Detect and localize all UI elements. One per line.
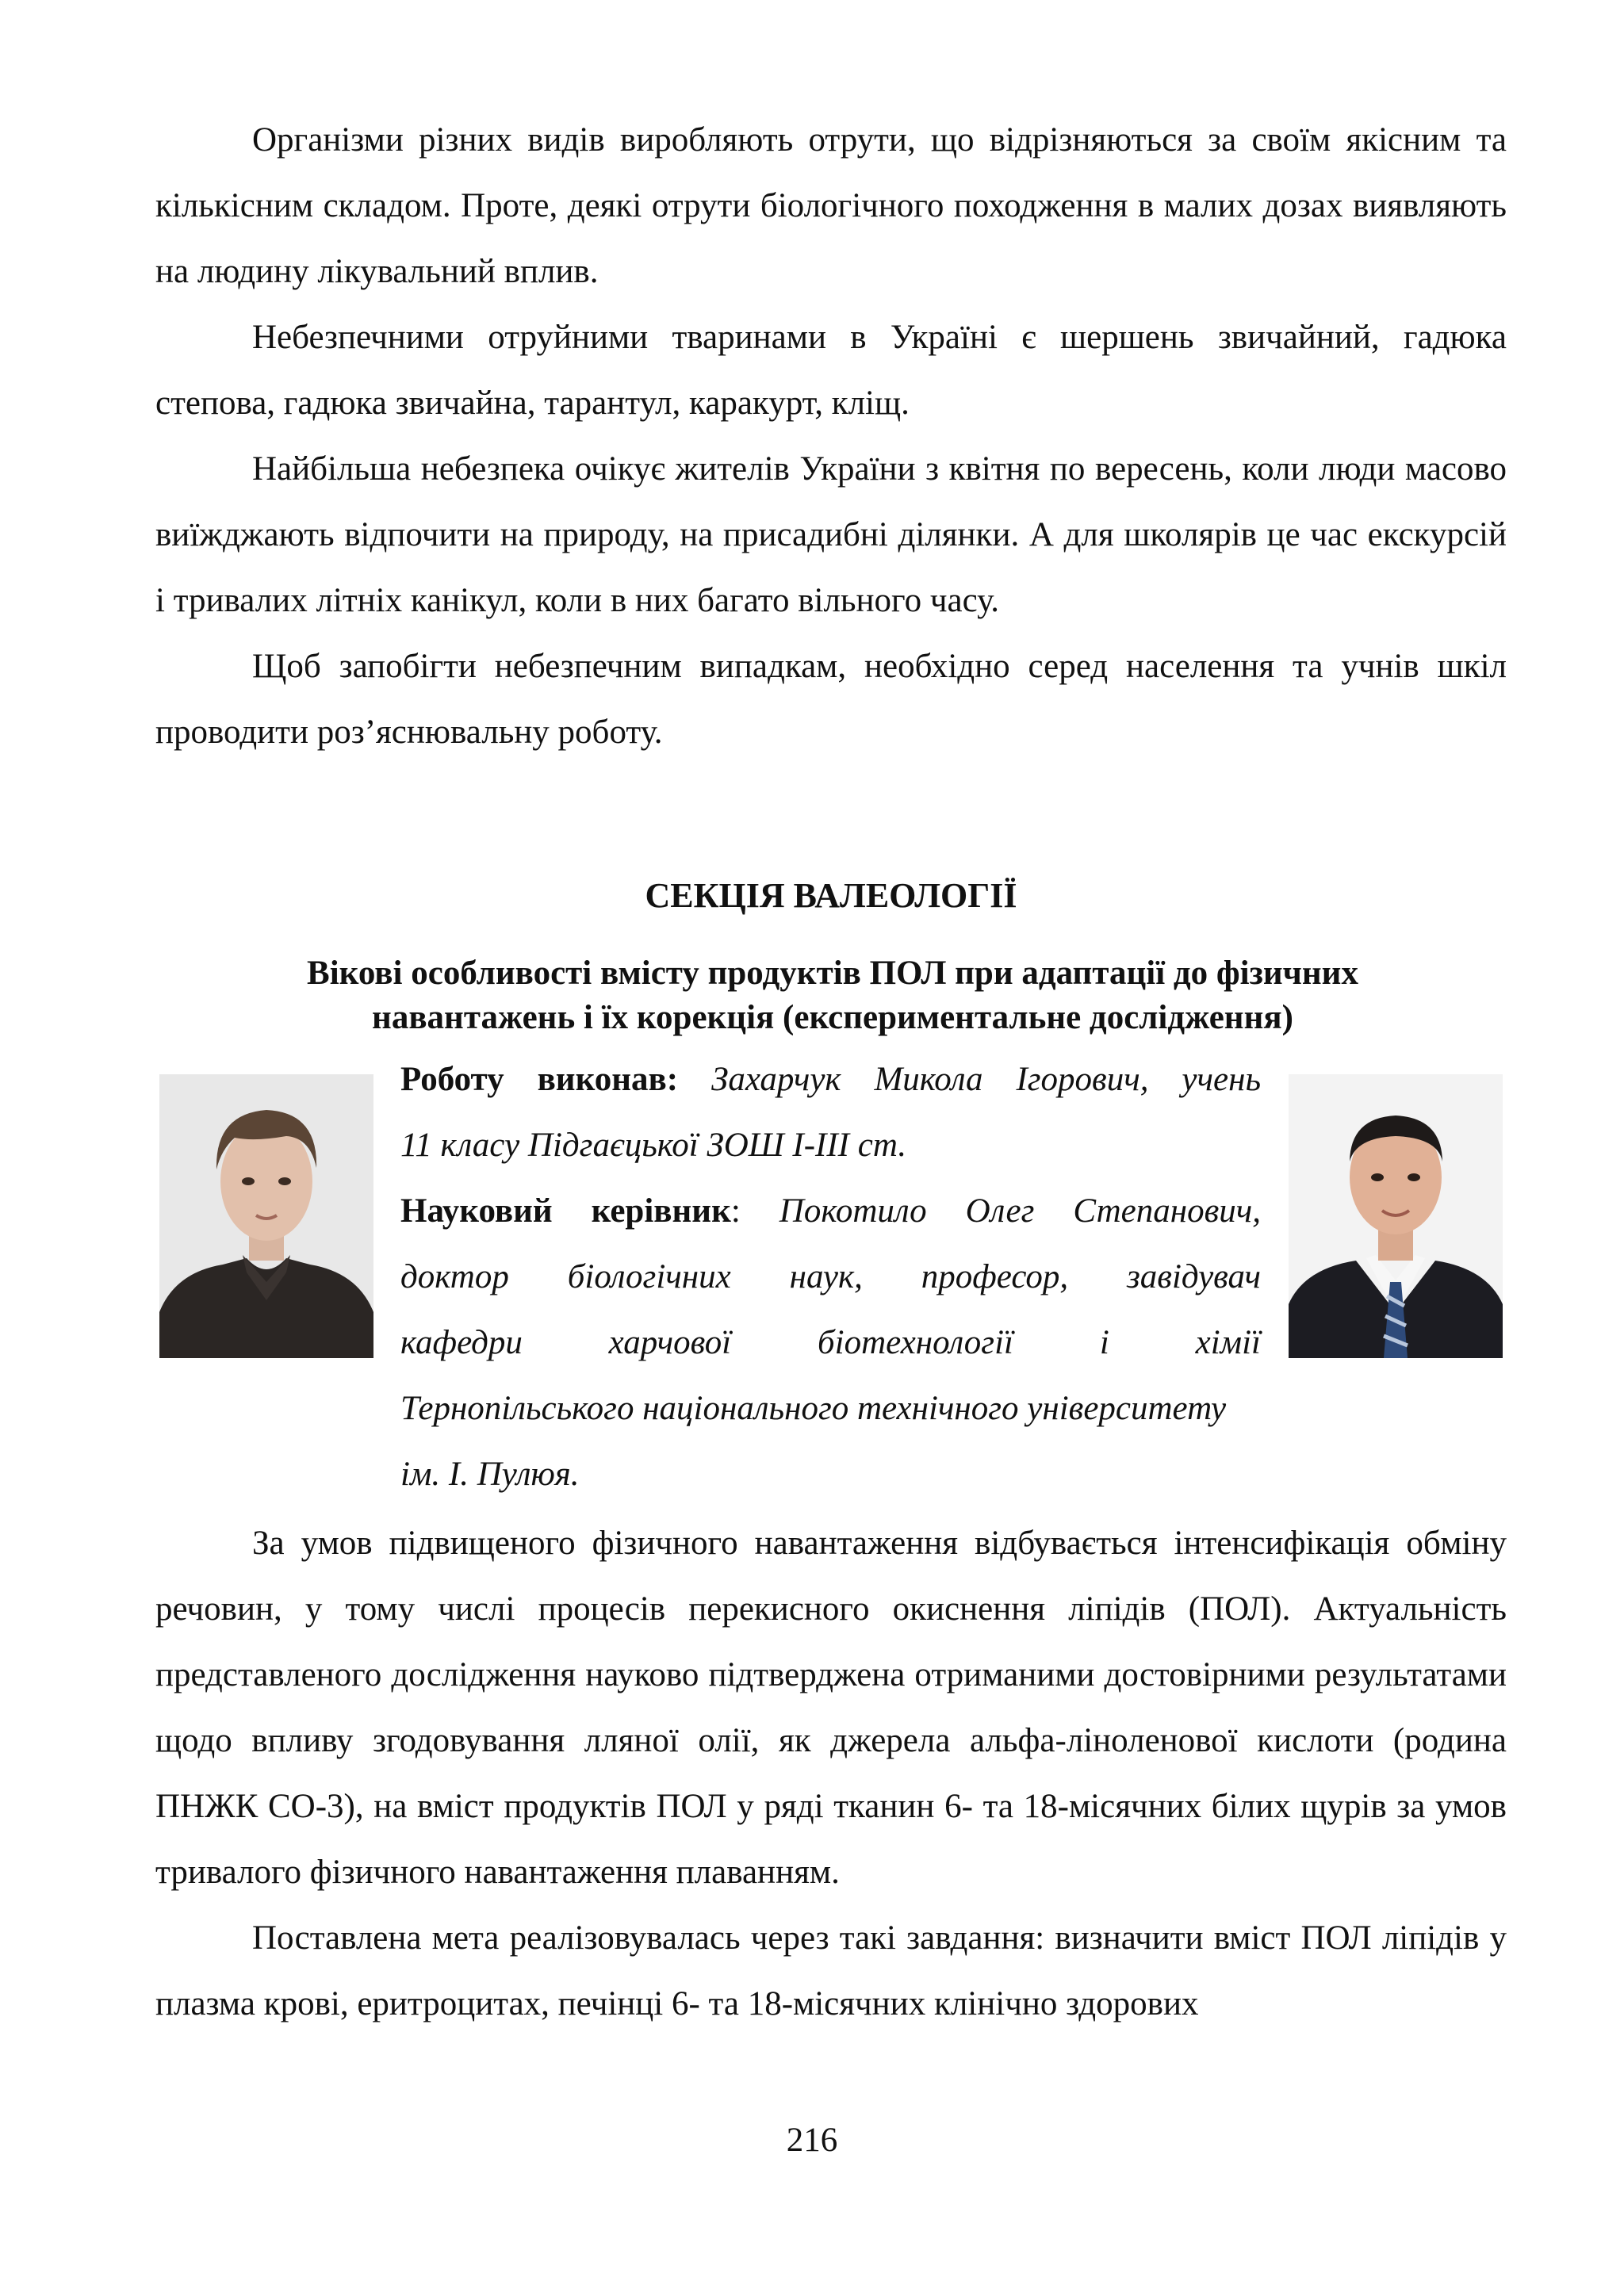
- author-name: Захарчук Микола Ігорович, учень: [711, 1061, 1262, 1098]
- main-text: [155, 1510, 1507, 2037]
- paragraph-4: Щоб запобігти небезпечним випадкам, необхідно серед населення та учнів шкіл проводити роз’яснювальну роботу.: [155, 648, 1507, 751]
- advisor-university-name: ім. І. Пулюя.: [400, 1456, 580, 1493]
- author-label: Роботу виконав:: [400, 1061, 679, 1098]
- author-line-1: [400, 1047, 1261, 1112]
- intro-text: [155, 107, 1507, 765]
- advisor-colon: :: [730, 1192, 741, 1230]
- paragraph-1: Організми різних видів виробляють отрути, що відрізняються за своїм якісним та кількісним складом. Проте, деякі отрути біологічного походження в малих дозах виявляють на людину лікувальний вплив.: [155, 121, 1507, 290]
- advisor-label: Науковий керівник: [400, 1192, 731, 1230]
- paragraph-3: Найбільша небезпека очікує жителів України з квітня по вересень, коли люди масово виїжджають відпочити на природу, на присадибні ділянки. А для школярів це час екскурсій і тривалих літніх канікул, коли в них багато вільного часу.: [155, 450, 1507, 619]
- paragraph-2: Небезпечними отруйними тваринами в Україні є шершень звичайний, гадюка степова, гадюка звичайна, тарантул, каракурт, кліщ.: [155, 319, 1507, 422]
- advisor-department: кафедри харчової біотехнології і хімії: [400, 1324, 1261, 1361]
- page-number: 216: [786, 2122, 838, 2159]
- author-school: 11 класу Підгаєцької ЗОШ І-ІІІ ст.: [400, 1127, 907, 1164]
- paragraph-5: За умов підвищеного фізичного навантаження відбувається інтенсифікація обміну речовин, у тому числі процесів перекисного окиснення ліпідів (ПОЛ). Актуальність представленого дослідження науково підтверджена отриманими достовірними результатами щодо впливу згодовування лляної олії, як джерела альфа-ліноленової кислоти (родина ПНЖК СО-3), на вміст продуктів ПОЛ у ряді тканин 6- та 18-місячних білих щурів за умов тривалого фізичного навантаження плаванням.: [155, 1525, 1507, 1891]
- authors-block: [400, 1047, 1261, 1507]
- article-title: [190, 951, 1475, 1040]
- article-title-line-2: навантажень і їх корекція (експериментальне дослідження): [372, 999, 1293, 1036]
- section-title: СЕКЦІЯ ВАЛЕОЛОГІЇ: [645, 876, 1017, 915]
- advisor-photo: [1289, 1074, 1503, 1358]
- student-photo: [159, 1074, 373, 1358]
- advisor-line-1: [400, 1178, 1261, 1244]
- article-title-line-1: Вікові особливості вмісту продуктів ПОЛ при адаптації до фізичних: [307, 955, 1358, 992]
- paragraph-6: Поставлена мета реалізовувалась через такі завдання: визначити вміст ПОЛ ліпідів у плазма крові, еритроцитах, печінці 6- та 18-місячних клінічно здорових: [155, 1919, 1507, 2022]
- advisor-degree: доктор біологічних наук, професор, завідувач: [400, 1258, 1261, 1295]
- advisor-university: Тернопільського національного технічного університету: [400, 1390, 1227, 1427]
- advisor-name: Покотило Олег Степанович,: [779, 1192, 1262, 1230]
